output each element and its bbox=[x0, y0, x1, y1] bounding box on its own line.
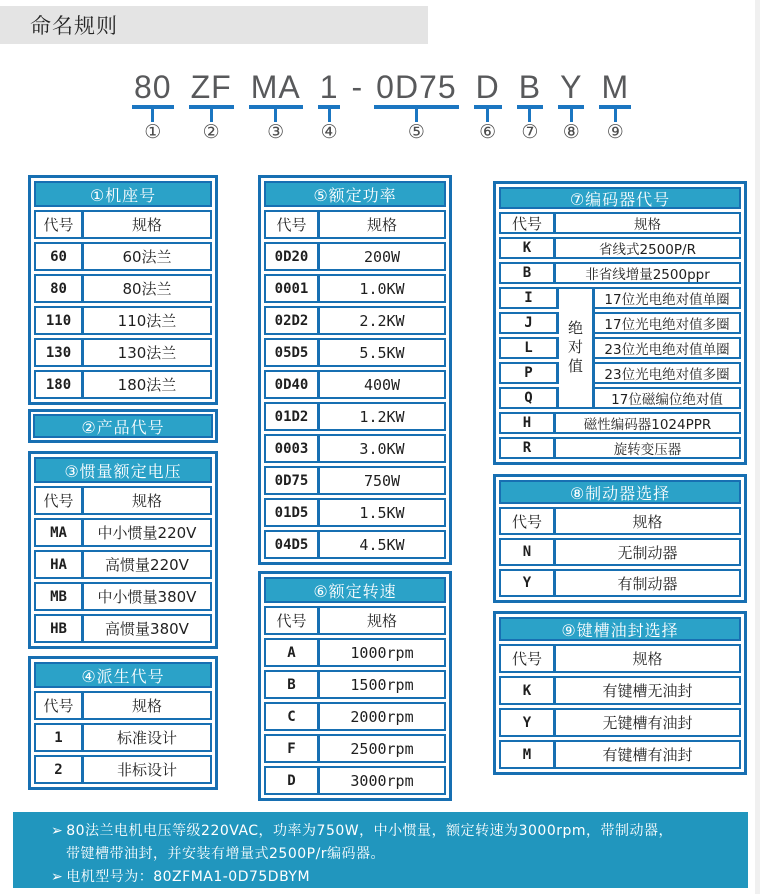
column-header-spec: 规格 bbox=[366, 216, 397, 234]
model-code-diagram bbox=[132, 70, 631, 142]
row-code: C bbox=[266, 704, 320, 729]
table-column-header-row bbox=[34, 210, 212, 239]
note-line bbox=[13, 866, 748, 889]
row-spec: 200W bbox=[363, 247, 401, 266]
segment-number-badge: ③ bbox=[267, 121, 285, 143]
segment-number-badge: ⑥ bbox=[479, 121, 497, 143]
table-inertia-voltage bbox=[28, 451, 218, 649]
row-spec: 1000rpm bbox=[350, 643, 414, 662]
model-segment bbox=[189, 70, 234, 142]
table-row bbox=[34, 242, 212, 271]
note-line bbox=[13, 820, 748, 843]
model-segment-text: Y bbox=[560, 69, 583, 105]
table-row bbox=[34, 518, 212, 547]
model-segment bbox=[249, 70, 303, 142]
row-code: 1 bbox=[36, 725, 84, 750]
row-spec: 1.0KW bbox=[359, 279, 405, 298]
table-column-header-row bbox=[34, 486, 212, 515]
note-text: 带键槽带油封，并安装有增量式2500P/r编码器。 bbox=[66, 846, 386, 862]
row-spec: 180法兰 bbox=[117, 376, 177, 394]
table-row bbox=[264, 306, 446, 335]
model-segment-text: 0D75 bbox=[376, 69, 457, 105]
row-spec: 4.5KW bbox=[359, 535, 405, 554]
row-spec: 3000rpm bbox=[350, 771, 414, 790]
column-header-code: 代号 bbox=[36, 212, 84, 237]
row-spec: 非标设计 bbox=[116, 761, 177, 779]
column-header-spec: 规格 bbox=[131, 697, 162, 715]
column-header-spec: 规格 bbox=[366, 612, 397, 630]
table-row bbox=[264, 734, 446, 763]
row-code: A bbox=[266, 640, 320, 665]
model-segment bbox=[517, 70, 543, 142]
row-code: 180 bbox=[36, 372, 84, 397]
row-code: 0003 bbox=[266, 436, 320, 461]
row-spec: 130法兰 bbox=[117, 344, 177, 362]
model-segment bbox=[374, 70, 459, 142]
table-rated-power bbox=[258, 175, 452, 565]
table-row bbox=[499, 262, 741, 284]
column-header-code: 代号 bbox=[36, 488, 84, 513]
row-code: 04D5 bbox=[266, 532, 320, 557]
page-edge-shade bbox=[755, 0, 760, 894]
segment-number-badge: ⑧ bbox=[562, 121, 580, 143]
table-brake-selection bbox=[493, 474, 747, 603]
table-column-header-row bbox=[34, 691, 212, 720]
row-code: 0001 bbox=[266, 276, 320, 301]
row-code: J bbox=[499, 312, 559, 334]
segment-number-badge: ⑤ bbox=[407, 121, 425, 143]
row-code: MB bbox=[36, 584, 84, 609]
row-spec: 60法兰 bbox=[122, 248, 172, 266]
encoder-absolute-value-group bbox=[499, 287, 741, 409]
table-row bbox=[34, 582, 212, 611]
column-header-spec: 规格 bbox=[634, 217, 661, 233]
note-text: 电机型号为：80ZFMA1-0D75DBYM bbox=[66, 869, 311, 885]
row-code: 05D5 bbox=[266, 340, 320, 365]
model-segment-text: B bbox=[518, 69, 542, 105]
row-code: HA bbox=[36, 552, 84, 577]
row-code: K bbox=[501, 239, 556, 257]
segment-number-badge: ① bbox=[144, 121, 162, 143]
row-spec: 有键槽无油封 bbox=[602, 682, 693, 700]
segment-number-badge: ② bbox=[202, 121, 220, 143]
row-spec: 有键槽有油封 bbox=[602, 746, 693, 764]
table-row bbox=[499, 412, 741, 434]
table-row bbox=[499, 538, 741, 566]
table-product-code-header: ②产品代号 bbox=[33, 414, 213, 438]
table-row bbox=[264, 274, 446, 303]
row-spec: 中小惯量380V bbox=[97, 588, 197, 606]
model-segment bbox=[474, 70, 502, 142]
table-row bbox=[499, 676, 741, 705]
table-row bbox=[34, 338, 212, 367]
table-row bbox=[264, 498, 446, 527]
row-code: K bbox=[501, 678, 556, 703]
table-row bbox=[34, 614, 212, 643]
row-spec: 磁性编码器1024PPR bbox=[583, 417, 712, 433]
absolute-value-merged-cell: 绝对值 bbox=[559, 287, 595, 409]
table-row bbox=[499, 569, 741, 597]
table-encoder-code-header: ⑦编码器代号 bbox=[499, 187, 741, 209]
model-segment-text: M bbox=[601, 69, 630, 105]
table-row bbox=[264, 434, 446, 463]
table-column-header-row bbox=[264, 210, 446, 239]
row-code: B bbox=[501, 264, 556, 282]
row-spec: 17位光电绝对值多圈 bbox=[595, 312, 741, 334]
row-code: 2 bbox=[36, 757, 84, 782]
table-row bbox=[264, 242, 446, 271]
model-segment-text: ZF bbox=[190, 69, 232, 105]
arrow-bullet-icon: ➢ bbox=[51, 823, 64, 839]
column-header-code: 代号 bbox=[36, 693, 84, 718]
table-row bbox=[264, 466, 446, 495]
column-middle bbox=[258, 175, 452, 801]
column-header-code: 代号 bbox=[501, 214, 556, 232]
model-segment-text: 1 bbox=[319, 69, 339, 105]
row-code: B bbox=[266, 672, 320, 697]
table-product-code bbox=[28, 409, 218, 443]
row-code: I bbox=[499, 287, 559, 309]
row-spec: 无键槽有油封 bbox=[602, 714, 693, 732]
row-code: 110 bbox=[36, 308, 84, 333]
table-row bbox=[499, 237, 741, 259]
column-right bbox=[493, 181, 747, 775]
column-header-code: 代号 bbox=[501, 509, 556, 533]
row-code: L bbox=[499, 337, 559, 359]
row-code: 130 bbox=[36, 340, 84, 365]
table-column-header-row bbox=[499, 644, 741, 673]
row-spec: 高惯量380V bbox=[105, 620, 189, 638]
row-spec: 省线式2500P/R bbox=[599, 242, 696, 258]
arrow-bullet-icon: ➢ bbox=[51, 869, 64, 885]
row-spec: 17位光电绝对值单圈 bbox=[595, 287, 741, 309]
table-row bbox=[499, 708, 741, 737]
model-segment bbox=[599, 70, 631, 142]
table-column-header-row bbox=[499, 212, 741, 234]
row-code: MA bbox=[36, 520, 84, 545]
segment-number-badge: ⑨ bbox=[606, 121, 624, 143]
row-spec: 80法兰 bbox=[122, 280, 172, 298]
column-header-code: 代号 bbox=[266, 608, 320, 633]
row-code: N bbox=[501, 540, 556, 564]
table-column-header-row bbox=[499, 507, 741, 535]
column-header-spec: 规格 bbox=[131, 216, 162, 234]
table-row bbox=[264, 670, 446, 699]
row-code: D bbox=[266, 768, 320, 793]
row-code: R bbox=[501, 439, 556, 457]
row-code: 0D40 bbox=[266, 372, 320, 397]
note-line bbox=[13, 843, 748, 866]
row-spec: 400W bbox=[363, 375, 401, 394]
row-spec: 无制动器 bbox=[617, 543, 678, 562]
segment-number-badge: ④ bbox=[320, 121, 338, 143]
model-separator-text: - bbox=[351, 69, 364, 105]
row-spec: 1.2KW bbox=[359, 407, 405, 426]
model-segment bbox=[318, 70, 341, 142]
row-spec: 非省线增量2500ppr bbox=[585, 267, 710, 283]
row-code: M bbox=[501, 742, 556, 767]
row-spec: 有制动器 bbox=[617, 574, 678, 593]
model-segment-text: MA bbox=[250, 69, 301, 105]
row-code: 0D75 bbox=[266, 468, 320, 493]
table-row bbox=[264, 338, 446, 367]
table-row bbox=[264, 702, 446, 731]
row-spec: 高惯量220V bbox=[105, 556, 189, 574]
table-row bbox=[34, 755, 212, 784]
row-spec: 23位光电绝对值单圈 bbox=[595, 337, 741, 359]
column-header-code: 代号 bbox=[266, 212, 320, 237]
row-spec: 标准设计 bbox=[116, 729, 177, 747]
table-row bbox=[499, 437, 741, 459]
table-row bbox=[34, 370, 212, 399]
table-row bbox=[499, 740, 741, 769]
row-code: HB bbox=[36, 616, 84, 641]
table-frame-size-header: ①机座号 bbox=[34, 181, 212, 207]
column-header-spec: 规格 bbox=[632, 512, 663, 531]
row-spec: 旋转变压器 bbox=[613, 442, 682, 458]
row-spec: 110法兰 bbox=[117, 312, 177, 330]
table-row bbox=[34, 306, 212, 335]
table-keyway-oil-seal-header: ⑨键槽油封选择 bbox=[499, 617, 741, 641]
model-segment-text: 80 bbox=[134, 69, 172, 105]
table-inertia-voltage-header: ③惯量额定电压 bbox=[34, 457, 212, 483]
row-code: F bbox=[266, 736, 320, 761]
model-segment bbox=[132, 70, 174, 142]
row-code: 01D2 bbox=[266, 404, 320, 429]
note-text: 80法兰电机电压等级220VAC，功率为750W，中小惯量，额定转速为3000rpm，带制动器， bbox=[66, 823, 674, 839]
table-row bbox=[264, 370, 446, 399]
page-title: 命名规则 bbox=[30, 14, 118, 38]
column-header-spec: 规格 bbox=[131, 492, 162, 510]
table-row bbox=[34, 550, 212, 579]
model-segment bbox=[558, 70, 584, 142]
row-code: 60 bbox=[36, 244, 84, 269]
table-derived-code bbox=[28, 656, 218, 790]
column-header-spec: 规格 bbox=[632, 650, 663, 668]
row-spec: 3.0KW bbox=[359, 439, 405, 458]
table-row bbox=[264, 402, 446, 431]
table-encoder-code bbox=[493, 181, 747, 465]
row-code: 02D2 bbox=[266, 308, 320, 333]
column-header-code: 代号 bbox=[501, 646, 556, 671]
row-spec: 5.5KW bbox=[359, 343, 405, 362]
row-code: 0D20 bbox=[266, 244, 320, 269]
row-spec: 2500rpm bbox=[350, 739, 414, 758]
table-derived-code-header: ④派生代号 bbox=[34, 662, 212, 688]
row-spec: 17位磁编位绝对值 bbox=[595, 387, 741, 409]
summary-note-box bbox=[13, 812, 748, 888]
row-spec: 中小惯量220V bbox=[97, 524, 197, 542]
row-code: 80 bbox=[36, 276, 84, 301]
row-code: Y bbox=[501, 571, 556, 595]
table-frame-size bbox=[28, 175, 218, 405]
row-code: Q bbox=[499, 387, 559, 409]
column-left bbox=[28, 175, 218, 790]
table-rated-speed bbox=[258, 571, 452, 801]
table-row bbox=[264, 638, 446, 667]
row-spec: 23位光电绝对值多圈 bbox=[595, 362, 741, 384]
table-row bbox=[264, 530, 446, 559]
row-code: P bbox=[499, 362, 559, 384]
row-spec: 1.5KW bbox=[359, 503, 405, 522]
table-row bbox=[264, 766, 446, 795]
row-spec: 2.2KW bbox=[359, 311, 405, 330]
table-row bbox=[34, 274, 212, 303]
table-column-header-row bbox=[264, 606, 446, 635]
segment-number-badge: ⑦ bbox=[521, 121, 539, 143]
row-spec: 750W bbox=[363, 471, 401, 490]
table-rated-speed-header: ⑥额定转速 bbox=[264, 577, 446, 603]
table-keyway-oil-seal bbox=[493, 611, 747, 775]
model-segment-text: D bbox=[475, 69, 500, 105]
row-spec: 1500rpm bbox=[350, 675, 414, 694]
model-separator bbox=[349, 70, 365, 104]
row-code: Y bbox=[501, 710, 556, 735]
row-code: H bbox=[501, 414, 556, 432]
section-title-bar bbox=[0, 6, 428, 44]
table-row bbox=[34, 723, 212, 752]
table-brake-selection-header: ⑧制动器选择 bbox=[499, 480, 741, 504]
row-spec: 2000rpm bbox=[350, 707, 414, 726]
table-rated-power-header: ⑤额定功率 bbox=[264, 181, 446, 207]
row-code: 01D5 bbox=[266, 500, 320, 525]
